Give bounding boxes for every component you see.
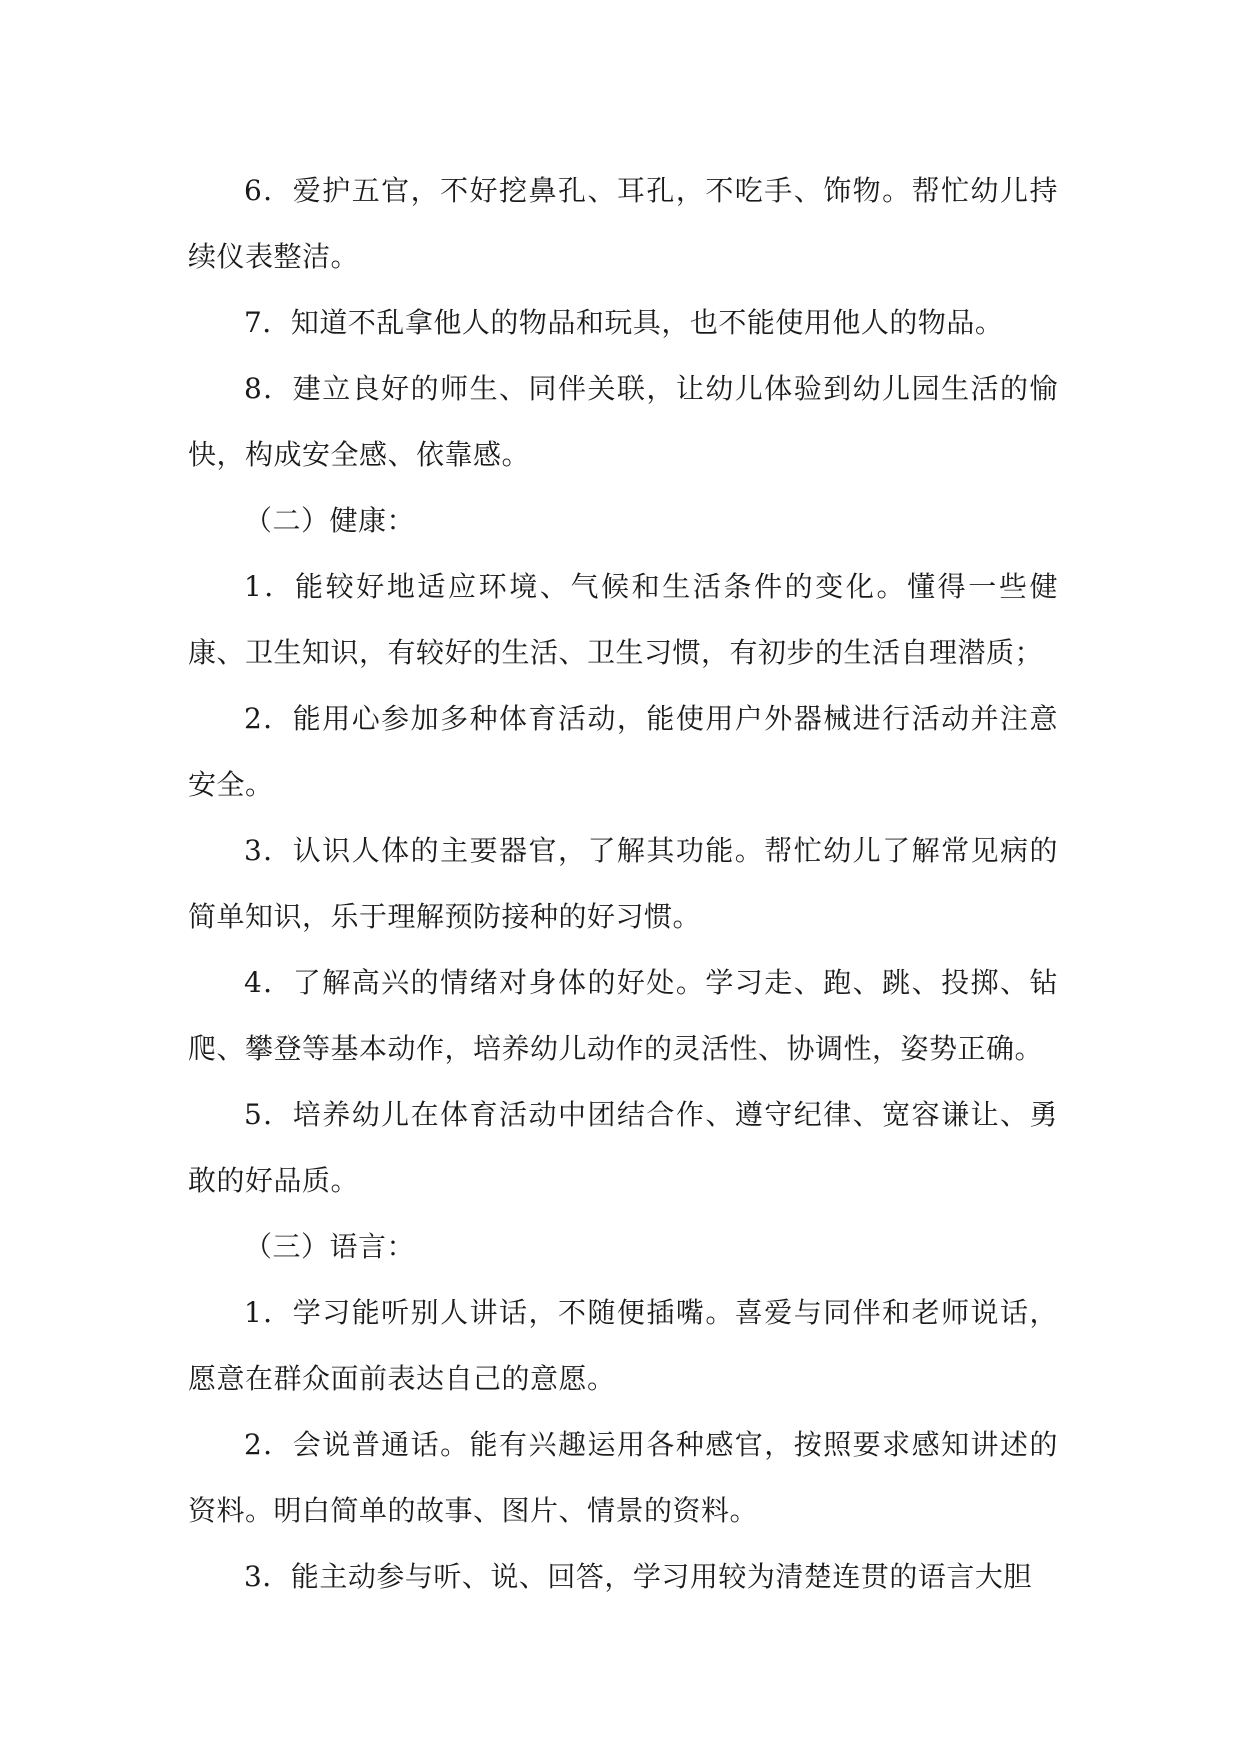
paragraph-language-3: 3．能主动参与听、说、回答，学习用较为清楚连贯的语言大胆 <box>244 1560 1032 1593</box>
paragraph-language-1: 1．学习能听别人讲话，不随便插嘴。喜爱与同伴和老师说话，愿意在群众面前表达自己的意愿。 <box>188 1296 1058 1395</box>
paragraph-language-2: 2．会说普通话。能有兴趣运用各种感官，按照要求感知讲述的资料。明白简单的故事、图片、情景的资料。 <box>188 1428 1058 1527</box>
section-heading-health: （二）健康： <box>244 504 416 537</box>
paragraph-health-2: 2．能用心参加多种体育活动，能使用户外器械进行活动并注意安全。 <box>188 702 1058 801</box>
paragraph-item-8: 8．建立良好的师生、同伴关联，让幼儿体验到幼儿园生活的愉快，构成安全感、依靠感。 <box>188 372 1058 471</box>
paragraph-item-7: 7．知道不乱拿他人的物品和玩具，也不能使用他人的物品。 <box>244 306 1004 339</box>
paragraph-health-3: 3．认识人体的主要器官，了解其功能。帮忙幼儿了解常见病的简单知识，乐于理解预防接种的好习惯。 <box>188 834 1058 933</box>
paragraph-item-6: 6．爱护五官，不好挖鼻孔、耳孔，不吃手、饰物。帮忙幼儿持续仪表整洁。 <box>188 174 1058 273</box>
paragraph-health-4: 4．了解高兴的情绪对身体的好处。学习走、跑、跳、投掷、钻爬、攀登等基本动作，培养幼儿动作的灵活性、协调性，姿势正确。 <box>188 966 1058 1065</box>
paragraph-health-1: 1．能较好地适应环境、气候和生活条件的变化。懂得一些健康、卫生知识，有较好的生活、卫生习惯，有初步的生活自理潜质； <box>188 570 1058 669</box>
section-heading-language: （三）语言： <box>244 1230 416 1263</box>
document-body <box>188 158 1058 1610</box>
paragraph-health-5: 5．培养幼儿在体育活动中团结合作、遵守纪律、宽容谦让、勇敢的好品质。 <box>188 1098 1058 1197</box>
